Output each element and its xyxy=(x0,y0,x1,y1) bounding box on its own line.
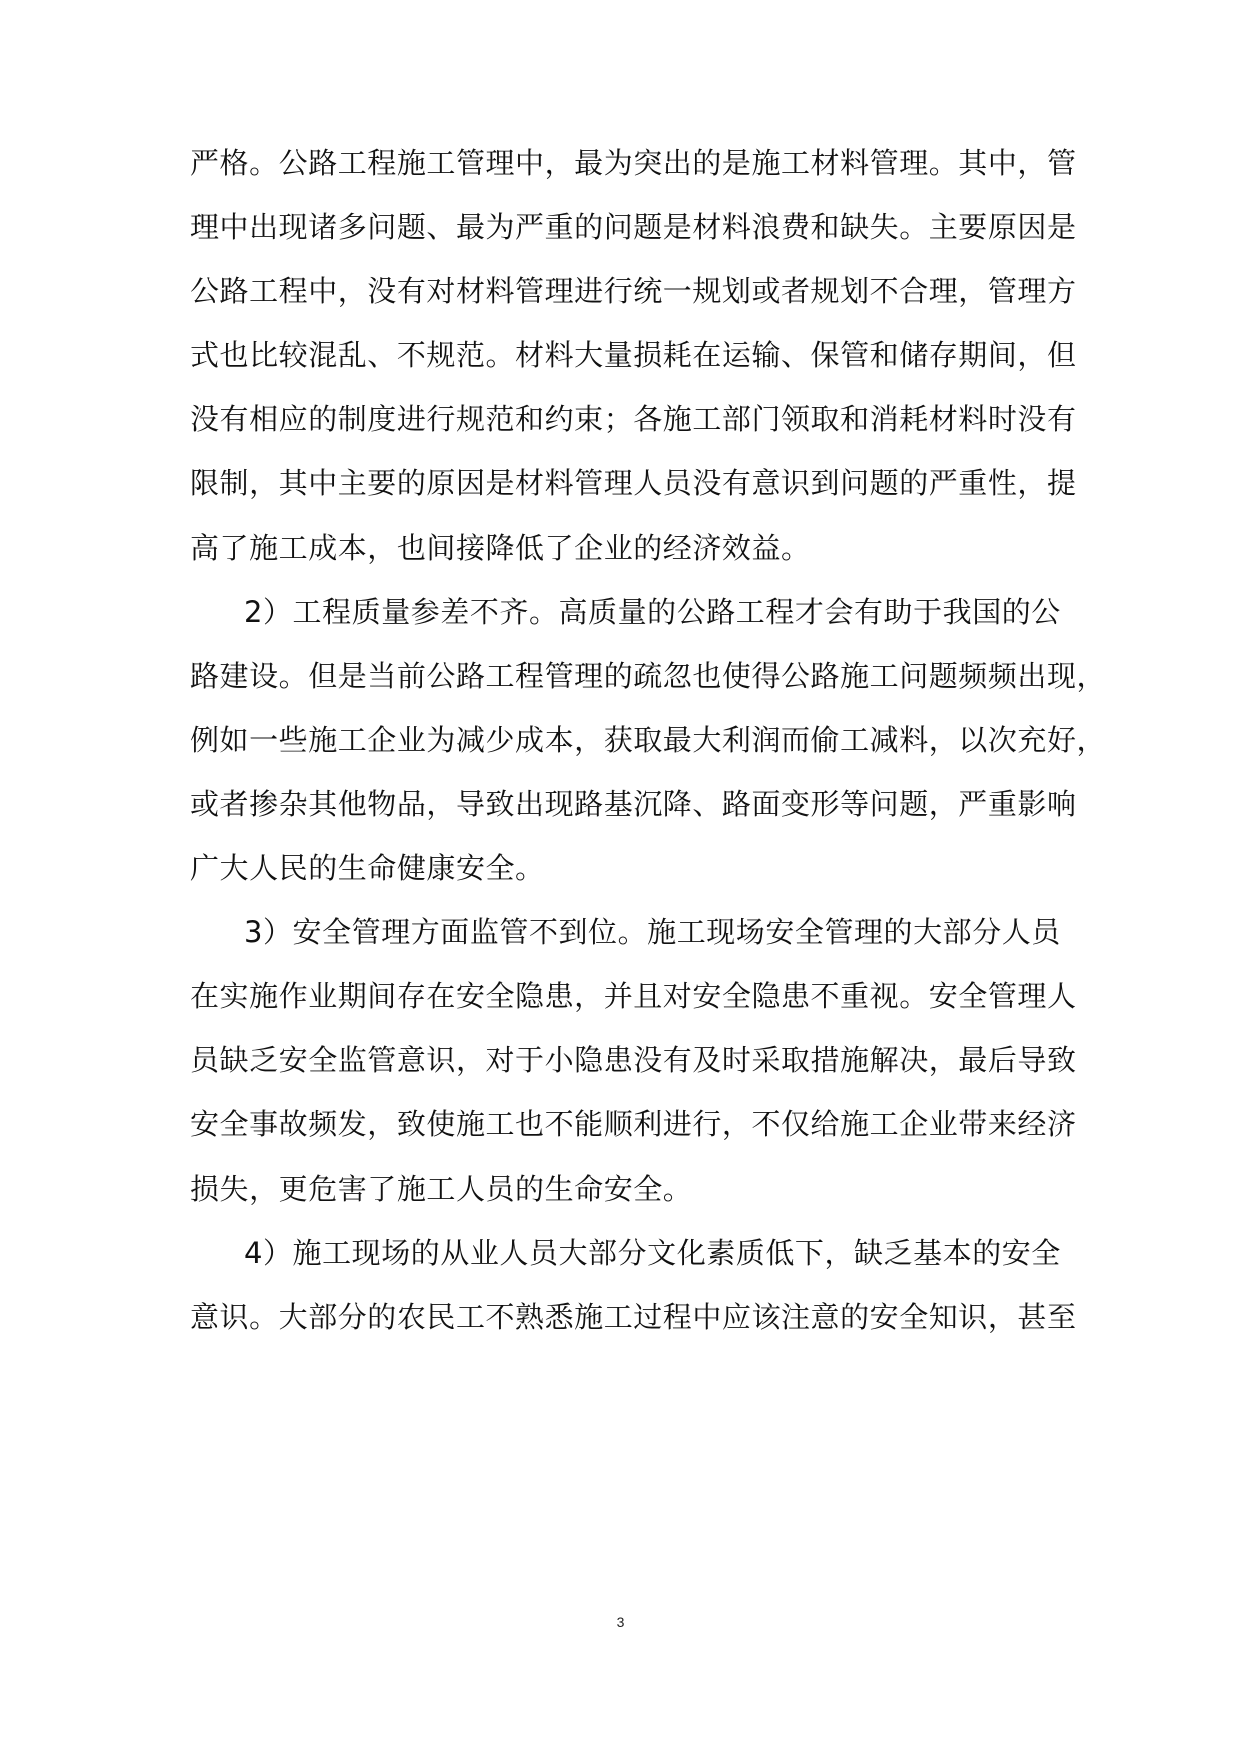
paragraph-1-line-2: 理中出现诸多问题、最为严重的问题是材料浪费和缺失。主要原因是 xyxy=(190,210,1077,245)
paragraph-3-line-2: 在实施作业期间存在安全隐患，并且对安全隐患不重视。安全管理人 xyxy=(190,979,1077,1014)
paragraph-1-line-6: 限制，其中主要的原因是材料管理人员没有意识到问题的严重性，提 xyxy=(190,466,1077,501)
paragraph-1-line-1: 严格。公路工程施工管理中，最为突出的是施工材料管理。其中，管 xyxy=(190,146,1077,180)
paragraph-4-line-2: 意识。大部分的农民工不熟悉施工过程中应该注意的安全知识，甚至 xyxy=(190,1299,1077,1334)
page-number: 3 xyxy=(616,1614,625,1630)
paragraph-2-line-4: 或者掺杂其他物品，导致出现路基沉降、路面变形等问题，严重影响 xyxy=(190,786,1077,821)
paragraph-2-line-3: 例如一些施工企业为减少成本，获取最大利润而偷工减料，以次充好， xyxy=(190,722,1107,757)
paragraph-2-line-1: 2）工程质量参差不齐。高质量的公路工程才会有助于我国的公 xyxy=(244,594,1061,629)
paragraph-3-line-3: 员缺乏安全监管意识，对于小隐患没有及时采取措施解决，最后导致 xyxy=(190,1043,1077,1078)
paragraph-1-line-5: 没有相应的制度进行规范和约束；各施工部门领取和消耗材料时没有 xyxy=(190,402,1077,437)
paragraph-1-line-7: 高了施工成本，也间接降低了企业的经济效益。 xyxy=(190,530,811,565)
paragraph-3-line-1: 3）安全管理方面监管不到位。施工现场安全管理的大部分人员 xyxy=(244,915,1061,950)
paragraph-2-line-2: 路建设。但是当前公路工程管理的疏忽也使得公路施工问题频频出现， xyxy=(190,658,1107,693)
paragraph-1-line-3: 公路工程中，没有对材料管理进行统一规划或者规划不合理，管理方 xyxy=(190,274,1077,309)
paragraph-4-line-1: 4）施工现场的从业人员大部分文化素质低下，缺乏基本的安全 xyxy=(244,1235,1061,1270)
paragraph-3-line-5: 损失，更危害了施工人员的生命安全。 xyxy=(190,1171,693,1206)
paragraph-2-line-5: 广大人民的生命健康安全。 xyxy=(190,851,545,886)
document-body xyxy=(190,143,1107,1361)
paragraph-1-line-4: 式也比较混乱、不规范。材料大量损耗在运输、保管和储存期间，但 xyxy=(190,338,1077,373)
paragraph-3-line-4: 安全事故频发，致使施工也不能顺利进行，不仅给施工企业带来经济 xyxy=(190,1107,1077,1142)
